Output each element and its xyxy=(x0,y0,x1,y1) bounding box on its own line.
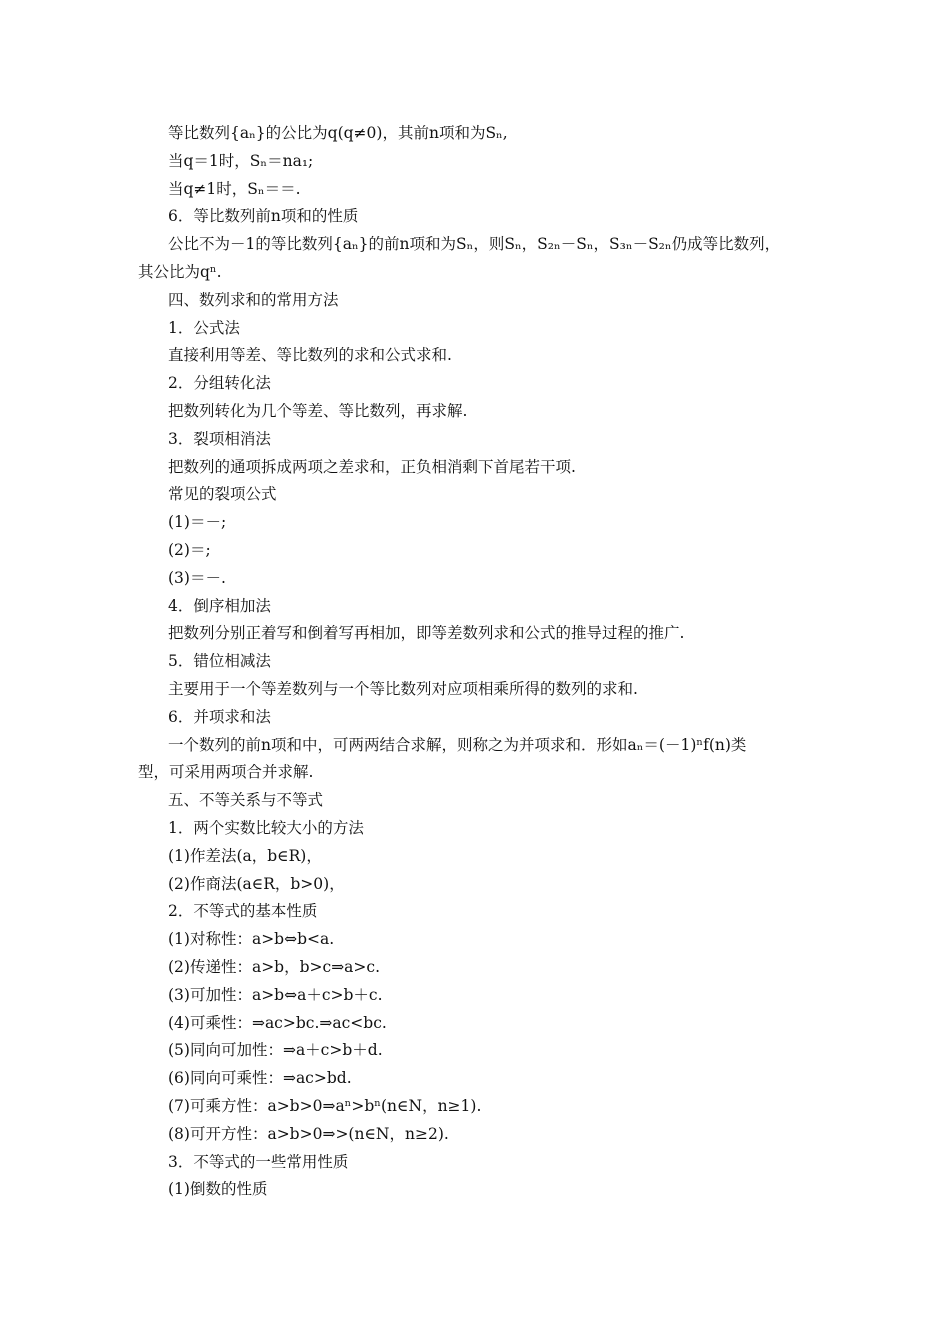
text-line: 把数列的通项拆成两项之差求和，正负相消剩下首尾若干项. xyxy=(168,458,576,476)
property-line: (2)传递性：a>b，b>c⇒a>c. xyxy=(168,958,381,976)
section-heading: 2．不等式的基本性质 xyxy=(168,902,318,920)
chapter-heading: 四、数列求和的常用方法 xyxy=(168,291,339,309)
section-heading: 5．错位相减法 xyxy=(168,652,271,670)
text-line: 其公比为qⁿ. xyxy=(138,263,222,281)
section-heading: 6．并项求和法 xyxy=(168,708,271,726)
text-line: 直接利用等差、等比数列的求和公式求和. xyxy=(168,346,452,364)
text-line: (2)作商法(a∈R，b>0)， xyxy=(168,875,345,893)
formula-line: (1)＝－; xyxy=(168,513,227,531)
text-line: 型，可采用两项合并求解. xyxy=(138,763,314,781)
section-heading: 1．公式法 xyxy=(168,319,240,337)
property-line: (7)可乘方性：a>b>0⇒aⁿ>bⁿ(n∈N，n≥1). xyxy=(168,1097,482,1115)
text-line: (1)倒数的性质 xyxy=(168,1180,268,1198)
formula-line: (3)＝－. xyxy=(168,569,226,587)
property-line: (4)可乘性：⇒ac>bc.⇒ac<bc. xyxy=(168,1014,387,1032)
property-line: (8)可开方性：a>b>0⇒>(n∈N，n≥2). xyxy=(168,1125,449,1143)
formula-line: (2)＝; xyxy=(168,541,211,559)
chapter-heading: 五、不等关系与不等式 xyxy=(168,791,324,809)
property-line: (3)可加性：a>b⇔a＋c>b＋c. xyxy=(168,986,383,1004)
section-heading: 1．两个实数比较大小的方法 xyxy=(168,819,364,837)
text-line: 等比数列{aₙ}的公比为q(q≠0)，其前n项和为Sₙ, xyxy=(168,124,508,142)
text-line: 当q≠1时，Sₙ＝＝. xyxy=(168,180,301,198)
text-line: 公比不为－1的等比数列{aₙ}的前n项和为Sₙ，则Sₙ，S₂ₙ－Sₙ，S₃ₙ－S₂ₙ仍成等比数列， xyxy=(168,235,781,253)
property-line: (6)同向可乘性：⇒ac>bd. xyxy=(168,1069,352,1087)
text-line: 常见的裂项公式 xyxy=(168,485,277,503)
text-line: 把数列分别正着写和倒着写再相加，即等差数列求和公式的推导过程的推广. xyxy=(168,624,685,642)
section-heading: 2．分组转化法 xyxy=(168,374,271,392)
text-line: (1)作差法(a，b∈R)， xyxy=(168,847,322,865)
section-heading: 3．裂项相消法 xyxy=(168,430,271,448)
section-heading: 3．不等式的一些常用性质 xyxy=(168,1153,349,1171)
section-heading: 6．等比数列前n项和的性质 xyxy=(168,207,359,225)
text-line: 把数列转化为几个等差、等比数列，再求解. xyxy=(168,402,468,420)
section-heading: 4．倒序相加法 xyxy=(168,597,271,615)
text-line: 一个数列的前n项和中，可两两结合求解，则称之为并项求和．形如aₙ＝(－1)ⁿf(n)类 xyxy=(168,736,747,754)
text-line: 当q＝1时，Sₙ＝na₁; xyxy=(168,152,314,170)
property-line: (1)对称性：a>b⇔b<a. xyxy=(168,930,335,948)
property-line: (5)同向可加性：⇒a＋c>b＋d. xyxy=(168,1041,383,1059)
text-line: 主要用于一个等差数列与一个等比数列对应项相乘所得的数列的求和. xyxy=(168,680,638,698)
